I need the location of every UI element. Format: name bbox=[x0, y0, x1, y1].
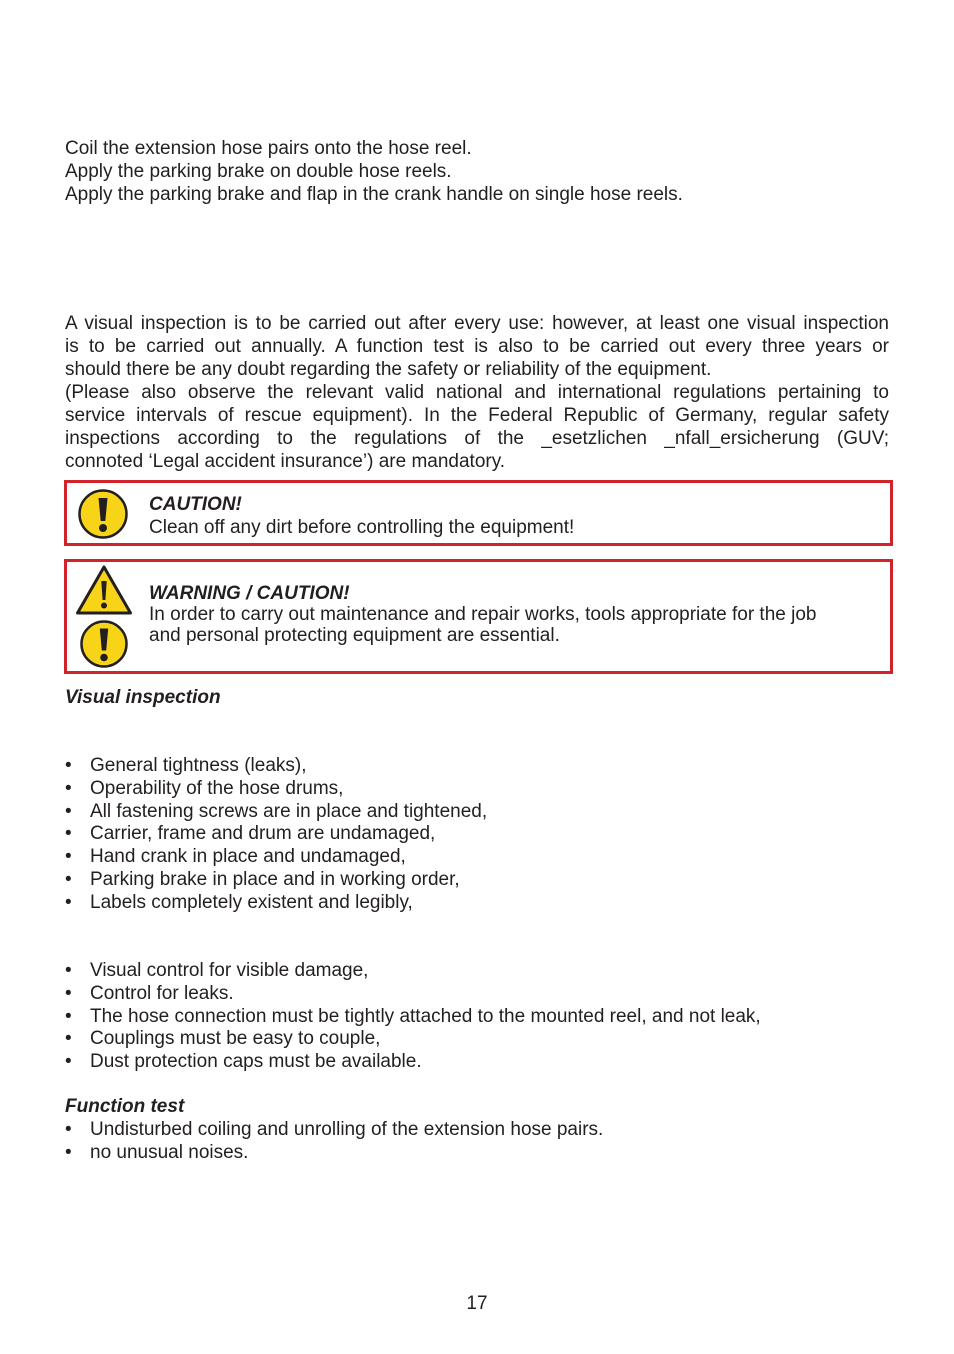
intro-text bbox=[65, 137, 889, 206]
list-item bbox=[65, 982, 761, 1005]
warning-text-line: In order to carry out maintenance and repair works, tools appropriate for the job bbox=[149, 604, 817, 625]
warning-box bbox=[64, 559, 893, 674]
visual-inspection-heading: Visual inspection bbox=[65, 687, 221, 708]
paragraph-line: inspections according to the regulations of the _esetzlichen _nfall_ersicherung (GUV; bbox=[65, 428, 889, 449]
caution-box bbox=[64, 480, 893, 546]
list-item bbox=[65, 1027, 761, 1050]
list-item bbox=[65, 891, 487, 914]
paragraph-line: service intervals of rescue equipment). In the Federal Republic of Germany, regular safety bbox=[65, 405, 889, 426]
bullet: • bbox=[65, 846, 72, 868]
intro-line: Coil the extension hose pairs onto the hose reel. bbox=[65, 138, 472, 159]
function-test-heading: Function test bbox=[65, 1096, 185, 1117]
list-item-text: The hose connection must be tightly attached to the mounted reel, and not leak, bbox=[90, 1005, 761, 1027]
bullet: • bbox=[65, 1005, 72, 1027]
list-item bbox=[65, 868, 487, 891]
visual-inspection-list bbox=[65, 754, 487, 914]
list-item-text: Labels completely existent and legibly, bbox=[90, 891, 413, 913]
bullet: • bbox=[65, 755, 72, 776]
function-test-list bbox=[65, 1118, 603, 1164]
list-item-text: Hand crank in place and undamaged, bbox=[90, 846, 406, 868]
inspection-paragraph bbox=[65, 312, 889, 473]
warning-title: WARNING / CAUTION! bbox=[149, 583, 350, 604]
warning-text-line: and personal protecting equipment are essential. bbox=[149, 625, 560, 646]
list-item-text: no unusual noises. bbox=[90, 1141, 249, 1163]
list-item-text: Parking brake in place and in working order, bbox=[90, 868, 460, 890]
paragraph-line: (Please also observe the relevant valid national and international regulations pertaining to bbox=[65, 382, 889, 403]
list-item bbox=[65, 754, 487, 777]
bullet: • bbox=[65, 868, 72, 890]
warning-triangle-icon bbox=[75, 564, 133, 622]
exclamation-icon bbox=[79, 619, 129, 675]
list-item bbox=[65, 1118, 603, 1141]
page-number: 17 bbox=[466, 1293, 488, 1314]
list-item-text: Undisturbed coiling and unrolling of the extension hose pairs. bbox=[90, 1119, 604, 1140]
bullet: • bbox=[65, 1119, 72, 1140]
list-item-text: Dust protection caps must be available. bbox=[90, 1051, 422, 1073]
list-item bbox=[65, 959, 761, 982]
caution-title: CAUTION! bbox=[149, 494, 242, 515]
paragraph-line: is to be carried out annually. A function test is also to be carried out every three years or bbox=[65, 336, 889, 357]
bullet: • bbox=[65, 982, 72, 1004]
list-item-text: General tightness (leaks), bbox=[90, 755, 307, 776]
intro-line: Apply the parking brake and flap in the crank handle on single hose reels. bbox=[65, 184, 683, 205]
bullet: • bbox=[65, 1051, 72, 1073]
bullet: • bbox=[65, 960, 72, 981]
bullet: • bbox=[65, 1141, 72, 1163]
list-item-text: Carrier, frame and drum are undamaged, bbox=[90, 823, 436, 845]
hose-inspection-list bbox=[65, 959, 761, 1073]
paragraph-line: A visual inspection is to be carried out after every use: however, at least one visual inspection bbox=[65, 313, 889, 334]
list-item-text: Couplings must be easy to couple, bbox=[90, 1028, 381, 1050]
bullet: • bbox=[65, 1028, 72, 1050]
intro-line: Apply the parking brake on double hose reels. bbox=[65, 161, 452, 182]
paragraph-line: connoted ‘Legal accident insurance’) are mandatory. bbox=[65, 451, 506, 472]
list-item bbox=[65, 1141, 603, 1164]
list-item bbox=[65, 1005, 761, 1028]
list-item bbox=[65, 845, 487, 868]
bullet: • bbox=[65, 823, 72, 845]
list-item bbox=[65, 822, 487, 845]
list-item bbox=[65, 800, 487, 823]
caution-text: Clean off any dirt before controlling the equipment! bbox=[149, 517, 575, 538]
warning-text bbox=[149, 604, 869, 646]
list-item-text: Visual control for visible damage, bbox=[90, 960, 369, 981]
list-item-text: Operability of the hose drums, bbox=[90, 777, 344, 799]
paragraph-line: should there be any doubt regarding the safety or reliability of the equipment. bbox=[65, 359, 712, 380]
list-item bbox=[65, 1050, 761, 1073]
list-item bbox=[65, 777, 487, 800]
bullet: • bbox=[65, 800, 72, 822]
bullet: • bbox=[65, 777, 72, 799]
list-item-text: All fastening screws are in place and tightened, bbox=[90, 800, 488, 822]
list-item-text: Control for leaks. bbox=[90, 982, 234, 1004]
bullet: • bbox=[65, 891, 72, 913]
exclamation-icon bbox=[77, 488, 129, 546]
